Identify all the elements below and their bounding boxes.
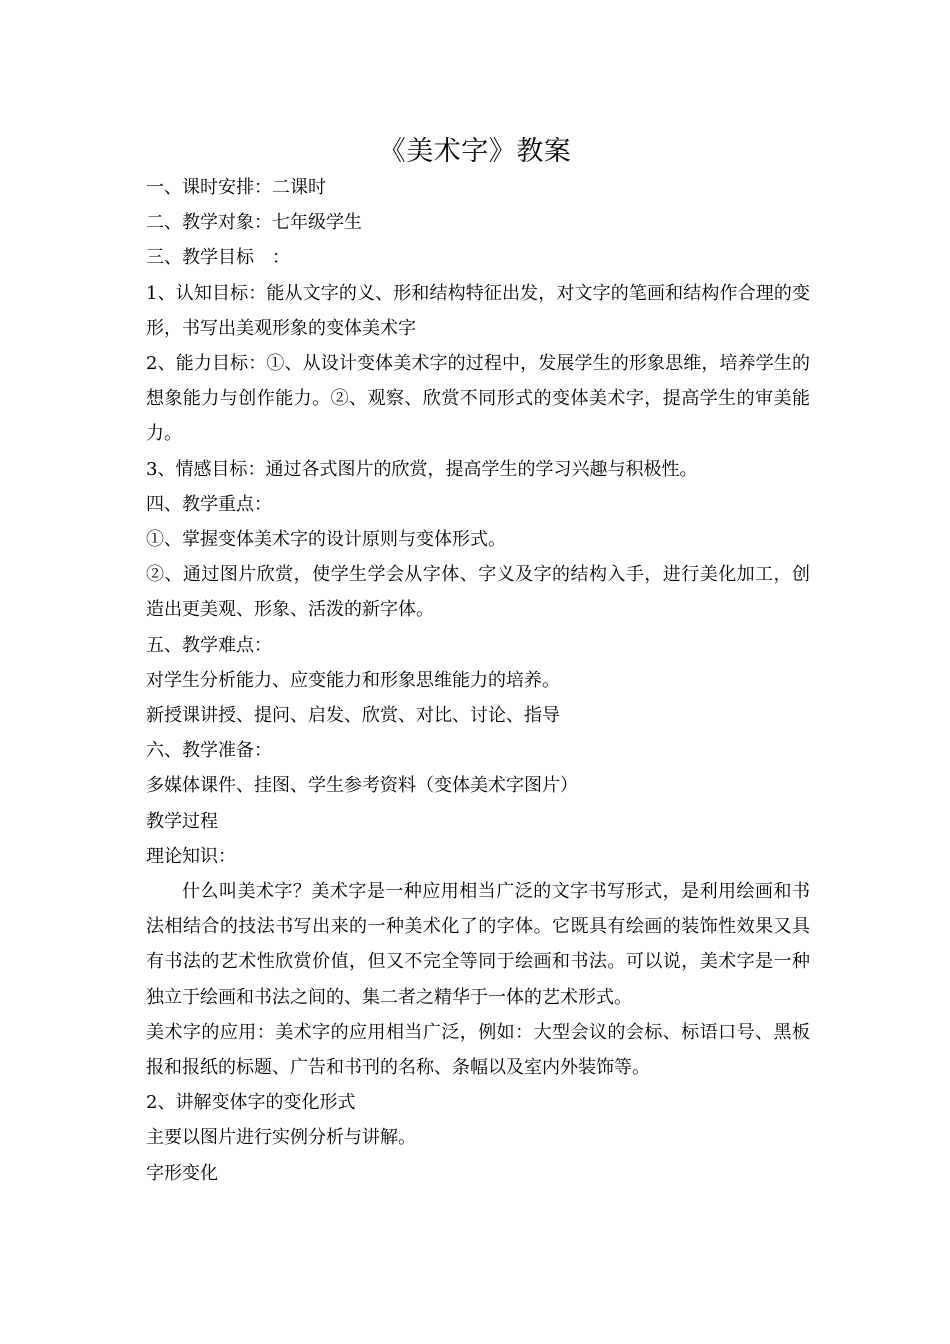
paragraph-audience: 二、教学对象：七年级学生 (146, 212, 362, 234)
paragraph-preparation-materials: 多媒体课件、挂图、学生参考资料（变体美术字图片） (146, 775, 578, 797)
paragraph-lesson-hours: 一、课时安排：二课时 (146, 177, 326, 198)
paragraph-ability-goal: 2、能力目标：①、从设计变体美术字的过程中，发展学生的形象思维，培养学生的想象能力与创作能力。②、观察、欣赏不同形式的变体美术字，提高学生的审美能力。 (146, 353, 810, 445)
paragraph-key-point-1: ①、掌握变体美术字的设计原则与变体形式。 (146, 529, 506, 551)
paragraph-emotional-goal: 3、情感目标：通过各式图片的欣赏，提高学生的学习兴趣与积极性。 (146, 458, 698, 480)
paragraph-definition: 什么叫美术字？美术字是一种应用相当广泛的文字书写形式，是利用绘画和书法相结合的技法书写出来的一种美术化了的字体。它既具有绘画的装饰性效果又具有书法的艺术性欣赏价值，但又不完全等同于绘画和书法。可以说，美术字是一种独立于绘画和书法之间的、集二者之精华于一体的艺术形式。 (146, 881, 810, 1008)
paragraph-difficulty: 对学生分析能力、应变能力和形象思维能力的培养。 (146, 669, 560, 691)
paragraph-teaching-methods: 新授课讲授、提问、启发、欣赏、对比、讨论、指导 (146, 705, 560, 727)
paragraph-theory-heading: 理论知识： (146, 845, 236, 867)
paragraph-process-heading: 教学过程 (146, 810, 218, 832)
paragraph-applications: 美术字的应用：美术字的应用相当广泛，例如：大型会议的会标、标语口号、黑板报和报纸的标题、广告和书刊的名称、条幅以及室内外装饰等。 (146, 1021, 810, 1079)
paragraph-preparation-heading: 六、教学准备： (146, 740, 272, 762)
document-title: 《美术字》教案 (378, 136, 572, 167)
paragraph-variation-forms: 2、讲解变体字的变化形式 (146, 1092, 356, 1114)
paragraph-cognitive-goal: 1、认知目标：能从文字的义、形和结构特征出发，对文字的笔画和结构作合理的变形，书写出美观形象的变体美术字 (146, 282, 810, 339)
paragraph-shape-change: 字形变化 (146, 1162, 218, 1184)
document-body (146, 170, 810, 1191)
paragraph-key-point-2: ②、通过图片欣赏，使学生学会从字体、字义及字的结构入手，进行美化加工，创造出更美观、形象、活泼的新字体。 (146, 564, 810, 621)
paragraph-analysis-method: 主要以图片进行实例分析与讲解。 (146, 1127, 416, 1149)
paragraph-key-points-heading: 四、教学重点： (146, 493, 272, 515)
paragraph-objectives-heading: 三、教学目标 ： (146, 247, 290, 269)
paragraph-difficulties-heading: 五、教学难点： (146, 634, 272, 656)
